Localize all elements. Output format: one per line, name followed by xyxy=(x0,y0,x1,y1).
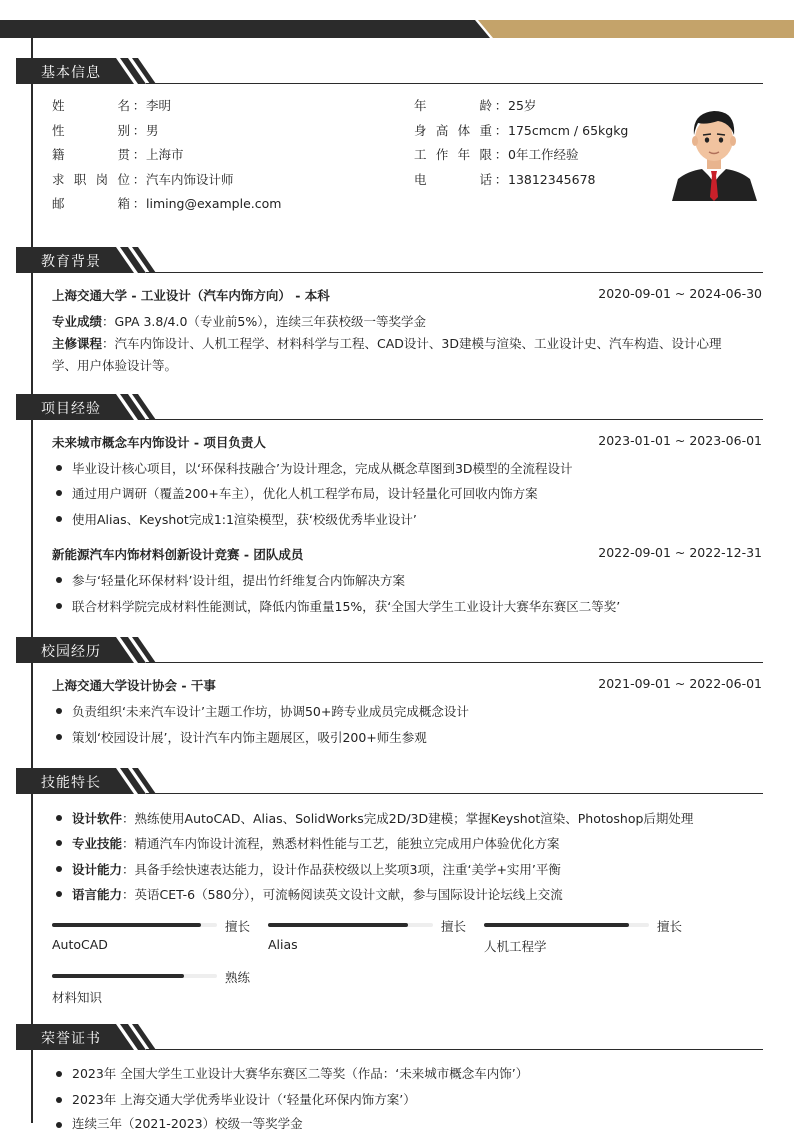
bullet-dot xyxy=(56,1122,62,1128)
info-label: 身高体重 xyxy=(414,123,492,138)
top-banner xyxy=(0,20,794,38)
section-header-basic xyxy=(16,58,763,84)
campus-item: 负责组织‘未来汽车设计’主题工作坊，协调50+跨专业成员完成概念设计 xyxy=(72,704,469,719)
section-title: 校园经历 xyxy=(41,644,101,660)
education-courses-cont: 学、用户体验设计等。 xyxy=(52,358,178,373)
info-row-name xyxy=(52,96,171,114)
info-label: 邮箱 xyxy=(52,196,130,211)
skill-name: Alias xyxy=(268,937,298,952)
left-timeline-line xyxy=(31,38,33,1123)
info-colon: ： xyxy=(494,172,508,187)
project-item: 毕业设计核心项目，以‘环保科技融合’为设计理念，完成从概念草图到3D模型的全流程设计 xyxy=(72,461,573,476)
skill-text: ：具备手绘快速表达能力，设计作品获校级以上奖项3项，注重‘美学+实用’平衡 xyxy=(122,862,561,877)
section-title: 项目经验 xyxy=(41,401,101,417)
bullet-dot xyxy=(56,708,62,714)
score-value: ：GPA 3.8/4.0（专业前5%），连续三年获校级一等奖学金 xyxy=(102,314,427,329)
info-label: 籍贯 xyxy=(52,147,130,162)
project-item: 参与‘轻量化环保材料’设计组，提出竹纤维复合内饰解决方案 xyxy=(72,573,405,588)
skill-item xyxy=(72,885,563,903)
info-value: 175cmcm / 65kgkg xyxy=(508,123,629,138)
honor-item: 2023年 全国大学生工业设计大赛华东赛区二等奖（作品：‘未来城市概念车内饰’） xyxy=(72,1066,529,1081)
bullet-dot xyxy=(56,815,62,821)
section-title: 技能特长 xyxy=(41,775,101,791)
campus-title: 上海交通大学设计协会 - 干事 xyxy=(52,678,216,693)
info-row-position xyxy=(52,170,234,188)
info-value: 25岁 xyxy=(508,98,537,113)
info-label: 性别 xyxy=(52,123,130,138)
section-rule xyxy=(146,1049,763,1050)
skill-bar-fill xyxy=(484,923,629,927)
bullet-dot xyxy=(56,490,62,496)
skill-level: 熟练 xyxy=(225,970,251,985)
project-item: 联合材料学院完成材料性能测试，降低内饰重量15%，获‘全国大学生工业设计大赛华东赛区二等奖’ xyxy=(72,599,621,614)
section-rule xyxy=(146,662,763,663)
section-title: 荣誉证书 xyxy=(41,1031,101,1047)
info-colon: ： xyxy=(132,172,146,187)
section-header-skills xyxy=(16,768,763,794)
skill-label: 专业技能 xyxy=(72,836,123,851)
info-row-phone xyxy=(414,170,595,188)
campus-item: 策划‘校园设计展’，设计汽车内饰主题展区，吸引200+师生参观 xyxy=(72,730,427,745)
skill-text: ：英语CET-6（580分），可流畅阅读英文设计文献，参与国际设计论坛线上交流 xyxy=(122,887,563,902)
info-label: 年龄 xyxy=(414,98,492,113)
skill-item xyxy=(72,834,560,852)
bullet-dot xyxy=(56,1071,62,1077)
info-colon: ： xyxy=(494,98,508,113)
bullet-dot xyxy=(56,577,62,583)
education-courses xyxy=(52,334,722,352)
skill-label: 设计能力 xyxy=(72,862,123,877)
section-header-honors xyxy=(16,1024,763,1050)
skill-bar-autocad xyxy=(52,923,217,927)
info-colon: ： xyxy=(494,147,508,162)
info-row-hometown xyxy=(52,145,184,163)
info-colon: ： xyxy=(132,196,146,211)
email-link[interactable]: liming@example.com xyxy=(146,196,282,211)
info-label: 电话 xyxy=(414,172,492,187)
bullet-dot xyxy=(56,866,62,872)
bullet-dot xyxy=(56,465,62,471)
skill-text: ：精通汽车内饰设计流程，熟悉材料性能与工艺，能独立完成用户体验优化方案 xyxy=(122,836,560,851)
info-colon: ： xyxy=(132,147,146,162)
course-value: ：汽车内饰设计、人机工程学、材料科学与工程、CAD设计、3D建模与渲染、工业设计史、汽车构造、设计心理 xyxy=(102,336,722,351)
info-row-age xyxy=(414,96,536,114)
info-label: 工作年限 xyxy=(414,147,492,162)
project-item: 使用Alias、Keyshot完成1:1渲染模型，获‘校级优秀毕业设计’ xyxy=(72,512,417,527)
skill-item xyxy=(72,809,693,827)
honor-item: 连续三年（2021-2023）校级一等奖学金 xyxy=(72,1116,303,1131)
skill-bar-fill xyxy=(52,974,184,978)
skill-level: 擅长 xyxy=(657,919,683,934)
course-label: 主修课程 xyxy=(52,336,103,351)
info-colon: ： xyxy=(494,123,508,138)
info-row-gender xyxy=(52,121,159,139)
info-row-experience xyxy=(414,145,578,163)
skill-bar-materials xyxy=(52,974,217,978)
education-date: 2020-09-01 ~ 2024-06-30 xyxy=(598,286,762,301)
bullet-dot xyxy=(56,734,62,740)
info-label: 求职岗位 xyxy=(52,172,130,187)
section-rule xyxy=(146,83,763,84)
info-row-height-weight xyxy=(414,121,628,139)
skill-name: AutoCAD xyxy=(52,937,108,952)
campus-date: 2021-09-01 ~ 2022-06-01 xyxy=(598,676,762,691)
section-rule xyxy=(146,272,763,273)
honor-item: 2023年 上海交通大学优秀毕业设计（‘轻量化环保内饰方案’） xyxy=(72,1092,416,1107)
section-header-campus xyxy=(16,637,763,663)
info-label: 姓名 xyxy=(52,98,130,113)
project-date: 2023-01-01 ~ 2023-06-01 xyxy=(598,433,762,448)
bullet-dot xyxy=(56,891,62,897)
education-score xyxy=(52,312,426,330)
bullet-dot xyxy=(56,840,62,846)
section-title: 教育背景 xyxy=(41,254,101,270)
skill-bar-ergonomics xyxy=(484,923,649,927)
section-title: 基本信息 xyxy=(41,65,101,81)
skill-label: 语言能力 xyxy=(72,887,123,902)
bullet-dot xyxy=(56,1097,62,1103)
section-rule xyxy=(146,419,763,420)
skill-bar-alias xyxy=(268,923,433,927)
info-value: 0年工作经验 xyxy=(508,147,579,162)
skill-level: 擅长 xyxy=(441,919,467,934)
project-title: 未来城市概念车内饰设计 - 项目负责人 xyxy=(52,435,266,450)
score-label: 专业成绩 xyxy=(52,314,103,329)
section-header-education xyxy=(16,247,763,273)
info-row-email xyxy=(52,194,281,212)
skill-bar-fill xyxy=(52,923,201,927)
education-title: 上海交通大学 - 工业设计（汽车内饰方向） - 本科 xyxy=(52,288,330,303)
skill-text: ：熟练使用AutoCAD、Alias、SolidWorks完成2D/3D建模；掌握Keyshot渲染、Photoshop后期处理 xyxy=(122,811,694,826)
info-value: 上海市 xyxy=(146,147,184,162)
project-title: 新能源汽车内饰材料创新设计竞赛 - 团队成员 xyxy=(52,547,304,562)
phone-link[interactable]: 13812345678 xyxy=(508,172,596,187)
skill-item xyxy=(72,860,561,878)
info-colon: ： xyxy=(132,123,146,138)
bullet-dot xyxy=(56,516,62,522)
skill-name: 人机工程学 xyxy=(484,939,547,954)
skill-label: 设计软件 xyxy=(72,811,123,826)
info-value: 汽车内饰设计师 xyxy=(146,172,234,187)
info-colon: ： xyxy=(132,98,146,113)
info-value: 李明 xyxy=(146,98,172,113)
avatar xyxy=(668,101,761,201)
info-value: 男 xyxy=(146,123,159,138)
project-date: 2022-09-01 ~ 2022-12-31 xyxy=(598,545,762,560)
bullet-dot xyxy=(56,603,62,609)
skill-level: 擅长 xyxy=(225,919,251,934)
skill-name: 材料知识 xyxy=(52,990,103,1005)
section-rule xyxy=(146,793,763,794)
skill-bar-fill xyxy=(268,923,408,927)
section-header-projects xyxy=(16,394,763,420)
project-item: 通过用户调研（覆盖200+车主），优化人机工程学布局，设计轻量化可回收内饰方案 xyxy=(72,486,538,501)
